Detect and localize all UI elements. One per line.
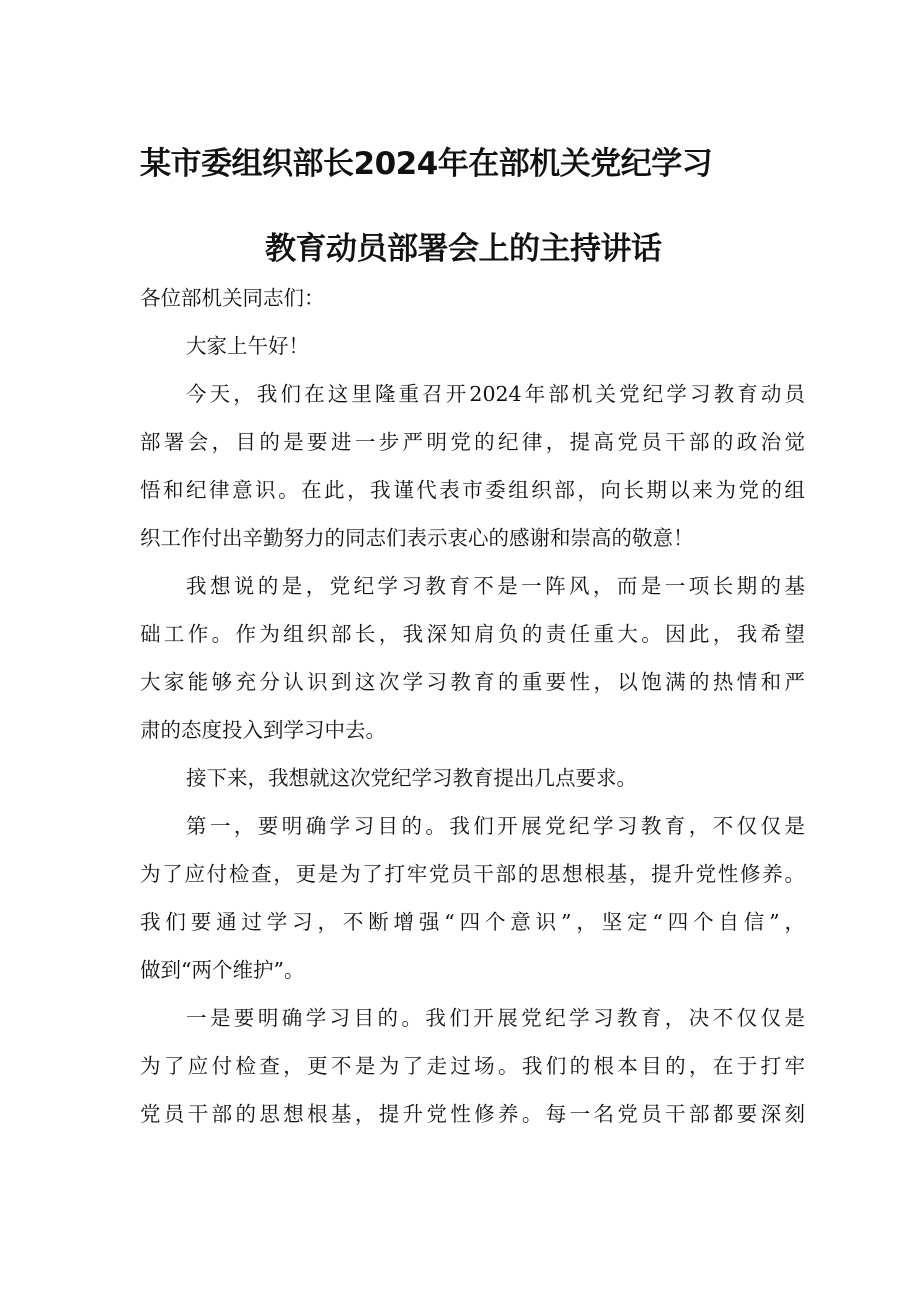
paragraph-4-line: 我们要通过学习，不断增强“四个意识”，坚定“四个自信”， [140, 910, 805, 934]
paragraph-1-line: 织工作付出辛勤努力的同志们表示衷心的感谢和崇高的敬意！ [140, 526, 694, 550]
paragraph-5-line: 为了应付检查，更不是为了走过场。我们的根本目的，在于打牢 [140, 1054, 805, 1078]
paragraph-4-line: 第一，要明确学习目的。我们开展党纪学习教育，不仅仅是 [186, 814, 805, 838]
document-body [140, 285, 805, 1149]
paragraph-1-line: 悟和纪律意识。在此，我谨代表市委组织部，向长期以来为党的组 [140, 478, 805, 502]
paragraph-2-line: 我想说的是，党纪学习教育不是一阵风，而是一项长期的基 [186, 574, 805, 598]
paragraph-5-line: 一是要明确学习目的。我们开展党纪学习教育，决不仅仅是 [186, 1006, 805, 1030]
paragraph-4-line: 为了应付检查，更是为了打牢党员干部的思想根基，提升党性修养。 [140, 862, 805, 886]
paragraph-1-line: 今天，我们在这里隆重召开2024年部机关党纪学习教育动员 [186, 382, 805, 406]
paragraph-1-line: 部署会，目的是要进一步严明党的纪律，提高党员干部的政治觉 [140, 430, 805, 454]
paragraph-2-line: 础工作。作为组织部长，我深知肩负的责任重大。因此，我希望 [140, 622, 805, 646]
document-title-line-2: 教育动员部署会上的主持讲话 [265, 231, 662, 267]
salutation: 各位部机关同志们： [140, 286, 325, 310]
paragraph-2-line: 肃的态度投入到学习中去。 [140, 718, 386, 742]
paragraph-2-line: 大家能够充分认识到这次学习教育的重要性，以饱满的热情和严 [140, 670, 805, 694]
paragraph-5-line: 党员干部的思想根基，提升党性修养。每一名党员干部都要深刻 [140, 1102, 805, 1126]
greeting: 大家上午好！ [186, 334, 309, 358]
paragraph-4-line: 做到“两个维护”。 [140, 958, 305, 982]
paragraph-3-line: 接下来，我想就这次党纪学习教育提出几点要求。 [186, 766, 637, 790]
document-title-line-1: 某市委组织部长2024年在部机关党纪学习 [140, 146, 713, 182]
